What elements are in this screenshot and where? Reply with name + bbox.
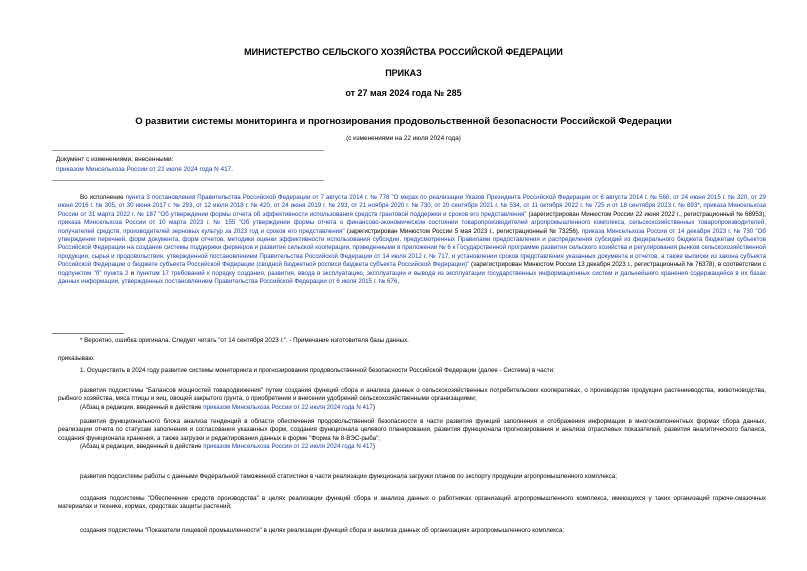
revision-note: (с изменениями на 22 июля 2024 года) xyxy=(346,135,461,142)
preamble-text-4: (зарегистрирован Минюстом России 5 мая 2023 г., регистрационный № 73256), xyxy=(344,227,582,235)
preamble-text-6: и xyxy=(128,269,137,277)
edit-note-1-link[interactable]: приказом Минсельхоза России от 22 июля 2024 года N 417 xyxy=(203,404,373,411)
paragraph-b-text: развития функционального блока анализа тенденций в области обеспечения продовольственной безопасности в части развития функций заполнения и отображения информации в многокомпонентных формах сбора данных, реализации отчета по статусам заполнения и согласования указанных форм, создания функционала целевого планирования, развития функционала прогнозирования и анализа отраслевых показателей, развития аналитического баланса, создания функционала хранения, а также загрузки и редактирования данных в форме "Форма № 8-ВЭС-рыба"; xyxy=(58,418,766,442)
date-number-heading: от 27 мая 2024 года № 285 xyxy=(345,88,462,98)
ministry-heading: МИНИСТЕРСТВО СЕЛЬСКОГО ХОЗЯЙСТВА РОССИЙСКОЙ ФЕДЕРАЦИИ xyxy=(244,47,563,57)
item-1: 1. Осуществить в 2024 году развитие системы мониторинга и прогнозирования продовольственной безопасности Российской Федерации (далее - Система) в части: xyxy=(80,367,555,374)
government-decree-link[interactable]: пункта 3 постановления Правительства Российской Федерации от 7 августа 2014 г. № 778 "О мерах по реализации Указов Президента Российской Федерации от 6 августа 2014 г. № 560, от 24 июня 2015 г. № 320, от 29 июня 2016 г. № 305, от 30 июня 2017 г. № 293, от 12 июля 2018 г. № 420, от 24 июня 2019 г. № 293, от 21 ноября 2020 г. № 730, от 20 сентября 2021 г. № 534, от 11 октября 2022 г. № 725 и от 18 сентября 2023 г. № 693* xyxy=(58,194,766,210)
changes-box-bottom-rule xyxy=(52,180,324,181)
paragraph-d xyxy=(58,495,766,512)
edit-note-2-link[interactable]: приказом Минсельхоза России от 22 июля 2024 года N 417 xyxy=(203,443,373,450)
paragraph-d-text: создания подсистемы "Обеспечение средств производства" в целях реализации функций сбора и анализа данных о работниках организаций агропромышленного комплекса, имеющихся у таких организаций горюче-смазочных материалах и технике, кормах, средствах защиты растений; xyxy=(58,495,766,511)
preamble-text-2: , xyxy=(699,202,704,210)
edit-note-1-text: (Абзац в редакции, введенный в действие xyxy=(80,404,204,411)
doc-type-heading: ПРИКАЗ xyxy=(385,68,422,78)
edit-note-2 xyxy=(80,443,375,451)
edit-note-1-end: ) xyxy=(372,404,375,411)
subparagraph-b-link[interactable]: подпунктом "б" пункта 2 xyxy=(58,269,129,277)
edit-note-2-text: (Абзац в редакции, введенный в действие xyxy=(80,443,204,450)
paragraph-c-text: развития подсистемы работы с данными Федеральной таможенной статистики в части реализации функционала загрузки планов по экспорту продукции агропромышленного комплекса; xyxy=(80,473,617,480)
changes-box-label: Документ с изменениями, внесенными: xyxy=(56,156,174,163)
edit-note-1 xyxy=(80,404,375,412)
paragraph-e-text: создания подсистемы "Показатели пищевой промышленности" в целях реализации функций сбора и анализа данных об организациях агропромышленного комплекса; xyxy=(80,527,565,534)
footnote: * Вероятно, ошибка оригинала. Следует читать "от 14 сентября 2023 г.". - Примечание изготовителя базы данных. xyxy=(80,337,409,344)
changes-box-top-rule xyxy=(52,150,324,151)
requirements-p17-link[interactable]: пунктом 17 требований к порядку создания, развития, ввода в эксплуатацию, эксплуатации и вывода из эксплуатации государственных информационных систем и дальнейшего хранения содержащейся в их базах данных информации, утвержденных постановлением Правительства Российской Федерации от 6 июля 2015 г. № 676 xyxy=(58,269,767,286)
paragraph-e xyxy=(58,527,766,535)
order-155-link[interactable]: приказа Минсельхоза России от 10 марта 2023 г. № 155 "Об утверждении формы отчета о финансово-экономическом состоянии товаропроизводителей агропромышленного комплекса, сельскохозяйственных товаропроизводителей, получателей средств, производителей зерновых культур за 2023 год и сроков его представления" xyxy=(58,219,766,235)
document-title: О развитии системы мониторинга и прогнозирования продовольственной безопасности Российской Федерации xyxy=(135,116,672,127)
order-730-link[interactable]: приказа Минсельхоза России от 14 декабря 2023 г. № 730 "Об утверждении перечней, форм документа, форм отчетов, методики оценки эффективности использования субсидии, предусмотренных Правилами предоставления и распределения субсидий из федерального бюджета бюджетам субъектов Российской Федерации на создание системы поддержки фермеров и развитие сельской кооперации, приведенными в приложении № 6 к Государственной программе развития сельского хозяйства и регулирования рынков сельскохозяйственной продукции, сырья и продовольствия, утвержденной постановлением Правительства Российской Федерации от 14 июля 2012 г. № 717, и установлении сроков представления указанных документа и отчетов, а также выписки из закона субъекта Российской Федерации о бюджете субъекта Российской Федерации (сводной бюджетной росписи бюджета субъекта Российской Федерации)" xyxy=(58,227,766,269)
preamble-paragraph xyxy=(58,194,766,286)
paragraph-a xyxy=(58,387,766,404)
changes-order-link[interactable]: приказом Минсельхоза России от 22 июля 2024 года N 417. xyxy=(56,166,233,173)
preamble-text-3: (зарегистрирован Минюстом России 22 июня 2022 г., регистрационный № 68953), xyxy=(526,210,767,218)
footnote-rule xyxy=(52,333,124,334)
paragraph-a-text: развития подсистемы "Балансов мощностей товародвижения" путем создания функций сбора и анализа данных о сельскохозяйственных потребительских кооперативах, о производстве продукции растениеводства, животноводства, рыбного хозяйства, мяса птицы и яиц, овощей закрытого грунта, о приобретении и внесении удобрений сельскохозяйственными организациями; xyxy=(58,387,766,403)
order-187-link[interactable]: приказа Минсельхоза России от 31 марта 2022 г. № 187 "Об утверждении формы отчета об эффективности использования средств грантовой поддержки и сроков его представления" xyxy=(58,202,766,218)
preamble-text-1: Во исполнение xyxy=(80,194,126,201)
paragraph-b xyxy=(58,418,766,443)
preamble-text-5: (зарегистрирован Минюстом России 13 декабря 2023 г., регистрационный № 76378), в соответствии с xyxy=(469,261,766,269)
order-word: приказываю: xyxy=(58,355,95,362)
paragraph-c xyxy=(58,473,766,481)
edit-note-2-end: ) xyxy=(372,443,375,450)
preamble-text-7: , xyxy=(397,278,400,286)
